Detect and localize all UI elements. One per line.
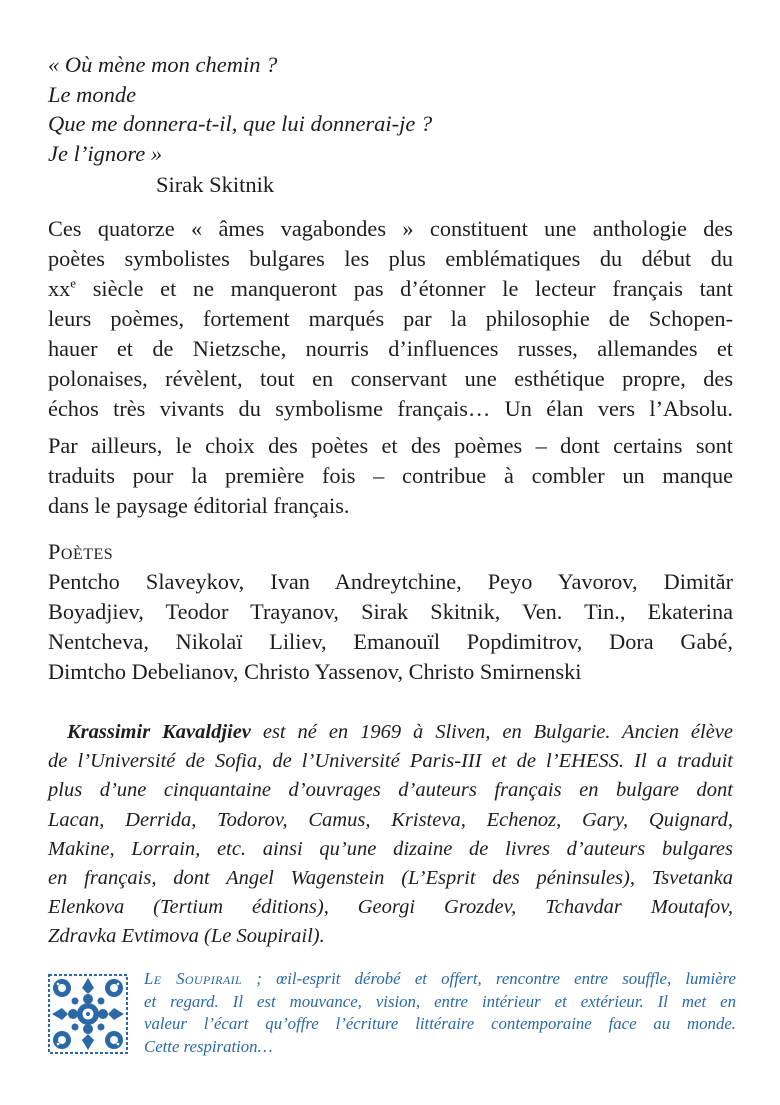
bio-line: Makine, Lorrain, etc. ainsi qu’une dizaine de livres d’auteurs bulgares: [48, 837, 733, 860]
publisher-note: [48, 968, 736, 1068]
translator-name: Krassimir Kavaldjiev: [67, 721, 251, 743]
text-line: leurs poèmes, fortement marqués par la philosophie de Schopen-: [48, 306, 733, 331]
poets-line: Nentcheva, Nikolaï Liliev, Emanouïl Popdimitrov, Dora Gabé,: [48, 629, 733, 654]
poets-line: Pentcho Slaveykov, Ivan Andreytchine, Peyo Yavorov, Dimităr: [48, 569, 733, 594]
publisher-line: Cette respiration…: [144, 1036, 273, 1056]
bio-line: de l’Université de Sofia, de l’Université Paris-III et de l’EHESS. Il a traduit: [48, 750, 733, 773]
bio-line: en français, dont Angel Wagenstein (L’Esprit des péninsules), Tsvetanka: [48, 867, 733, 890]
century-numeral: xx: [48, 276, 71, 301]
text-line: Par ailleurs, le choix des poètes et des poèmes – dont certains sont: [48, 433, 733, 458]
poets-line: Dimtcho Debelianov, Christo Yassenov, Christo Smirnenski: [48, 659, 582, 684]
description-paragraph-2: [48, 431, 733, 521]
publisher-description: [144, 968, 736, 1058]
text-line: [48, 274, 733, 304]
description: [48, 214, 733, 521]
publisher-line: [144, 968, 736, 991]
publisher-brand: Le Soupirail: [144, 969, 243, 988]
text-fragment: siècle et ne manqueront pas d’étonner le lecteur français tant: [92, 276, 734, 301]
epigraph-line: Que me donnera-t-il, que lui donnerai-je ?: [48, 111, 433, 136]
epigraph: [48, 50, 728, 200]
epigraph-line: « Où mène mon chemin ?: [48, 52, 278, 77]
text-line: échos très vivants du symbolisme français… Un élan vers l’Absolu.: [48, 396, 733, 421]
epigraph-line: Je l’ignore »: [48, 140, 163, 166]
text-line: poètes symbolistes bulgares les plus emblématiques du début du: [48, 246, 733, 271]
poets-heading: Poètes: [48, 539, 114, 564]
poets-section: [48, 537, 733, 687]
text-fragment: est né en 1969 à Sliven, en Bulgarie. Ancien élève: [250, 721, 733, 743]
publisher-line: et regard. Il est mouvance, vision, entre intérieur et extérieur. Il met en: [144, 991, 736, 1011]
publisher-line: valeur l’écart qu’offre l’écriture littéraire contemporaine face au monde.: [144, 1014, 736, 1034]
bio-line: [48, 718, 733, 747]
text-line: hauer et de Nietzsche, nourris d’influences russes, allemandes et: [48, 336, 733, 361]
epigraph-author: Sirak Skitnik: [156, 172, 275, 197]
text-line: traduits pour la première fois – contribue à combler un manque: [48, 463, 733, 488]
bio-line: Elenkova (Tertium éditions), Georgi Grozdev, Tchavdar Moutafov,: [48, 896, 733, 919]
century-superscript: e: [70, 275, 77, 291]
poets-line: Boyadjiev, Teodor Trayanov, Sirak Skitnik, Ven. Tin., Ekaterina: [48, 599, 733, 624]
epigraph-line: Le monde: [48, 81, 137, 107]
text-line: Ces quatorze « âmes vagabondes » constituent une anthologie des: [48, 216, 733, 241]
soupirail-ornament-icon: [48, 974, 128, 1054]
bio-line: Lacan, Derrida, Todorov, Camus, Kristeva, Echenoz, Gary, Quignard,: [48, 808, 733, 831]
text-fragment: ; œil-esprit dérobé et offert, rencontre entre souffle, lumière: [242, 969, 736, 988]
text-line: dans le paysage éditorial français.: [48, 493, 350, 518]
bio-line: Zdravka Evtimova (Le Soupirail).: [48, 925, 325, 948]
text-line: polonaises, révèlent, tout en conservant une esthétique propre, des: [48, 366, 733, 391]
description-paragraph-1: [48, 214, 733, 424]
bio-line: plus d’une cinquantaine d’ouvrages d’auteurs français en bulgare dont: [48, 779, 733, 802]
translator-bio: [48, 718, 733, 952]
